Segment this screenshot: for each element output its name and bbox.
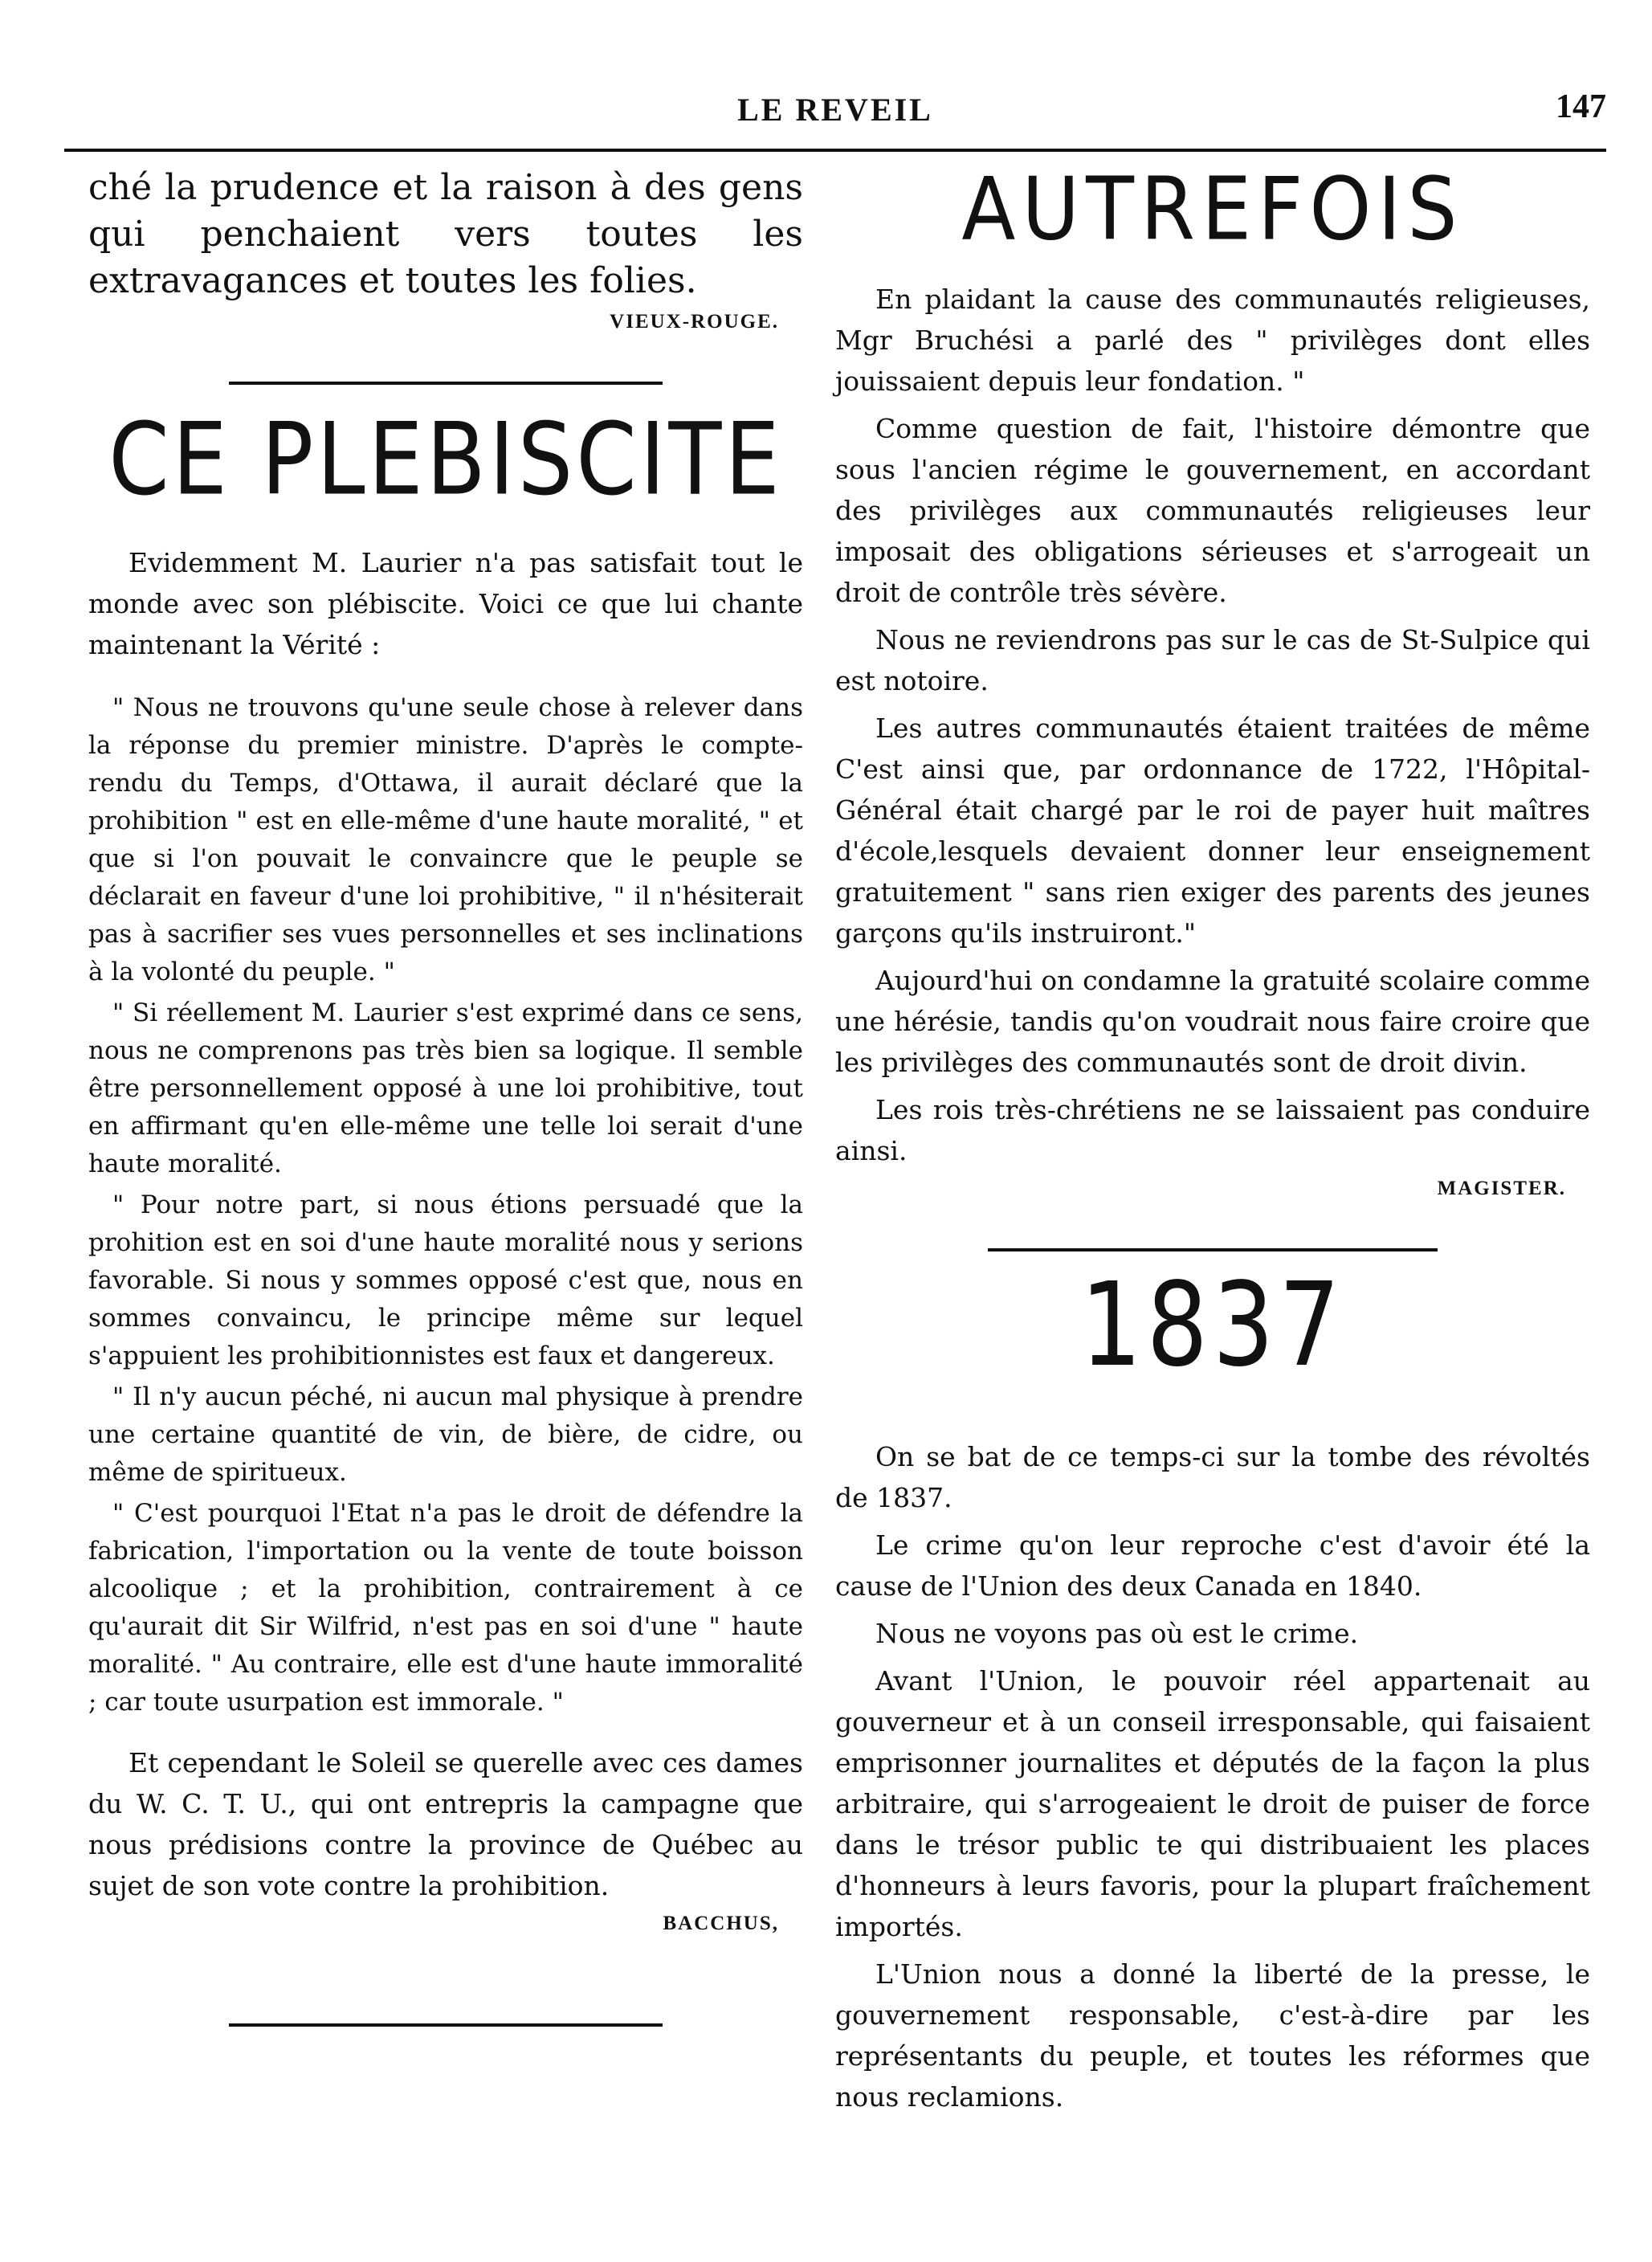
- article-heading-1837: 1837: [1080, 1259, 1345, 1393]
- quote-paragraph: " Nous ne trouvons qu'une seule chose à relever dans la réponse du premier ministre. D'après le compte-rendu du Temps, d'Ottawa, il aurait déclaré que la prohibition " est en elle-même d'une haute moralité, " et que si l'on pouvait le convaincre que le peuple se déclarait en faveur d'une loi prohibitive, " il n'hésiterait pas à sacrifier ses vues personnelles et ses inclinations à la volonté du peuple. ": [88, 693, 803, 986]
- article-intro: Evidemment M. Laurier n'a pas satisfait tout le monde avec son plébiscite. Voici ce que lui chante maintenant la Vérité :: [88, 547, 803, 660]
- continued-signature: VIEUX-ROUGE.: [610, 311, 779, 333]
- article-paragraph: Avant l'Union, le pouvoir réel appartenait au gouverneur et à un conseil irresponsable, qui faisaient emprisonner journalites et députés de la façon la plus arbitraire, qui s'arrogeaient le droit de puiser de force dans le trésor public te qui distribuaient les places d'honneurs à leurs favoris, pour la plupart fraîchement importés.: [835, 1665, 1590, 1942]
- section-divider: [229, 2023, 663, 2027]
- article-signature: BACCHUS,: [663, 1913, 779, 1934]
- newspaper-title: LE REVEIL: [737, 92, 933, 128]
- article-paragraph: Le crime qu'on leur reproche c'est d'avoir été la cause de l'Union des deux Canada en 1840.: [835, 1529, 1590, 1602]
- article-paragraph: En plaidant la cause des communautés religieuses, Mgr Bruchési a parlé des " privilèges dont elles jouissaient depuis leur fondation. ": [835, 284, 1590, 397]
- article-paragraph: Les autres communautés étaient traitées de même C'est ainsi que, par ordonnance de 1722, l'Hôpital-Général était chargé par le roi de payer huit maîtres d'école,lesquels devaient donner leur enseignement gratuitement " sans rien exiger des parents des jeunes garçons qu'ils instruiront.": [835, 712, 1590, 949]
- article-paragraph: Les rois très-chrétiens ne se laissaient pas conduire ainsi.: [835, 1094, 1590, 1166]
- article-paragraph: On se bat de ce temps-ci sur la tombe des révoltés de 1837.: [835, 1441, 1590, 1513]
- article-paragraph: Comme question de fait, l'histoire démontre que sous l'ancien régime le gouvernement, en accordant des privilèges aux communautés religieuses leur imposait des obligations sérieuses et s'arrogeait un droit de contrôle très sévère.: [835, 413, 1590, 608]
- left-column: [88, 165, 803, 2027]
- article-heading-autrefois: AUTREFOIS: [961, 159, 1464, 260]
- article-signature: MAGISTER.: [1437, 1178, 1566, 1199]
- quote-paragraph: " C'est pourquoi l'Etat n'a pas le droit de défendre la fabrication, l'importation ou la vente de toute boisson alcoolique ; et la prohibition, contrairement à ce qu'aurait dit Sir Wilfrid, n'est pas en soi d'une " haute moralité. " Au contraire, elle est d'une haute immoralité ; car toute usurpation est immorale. ": [88, 1499, 803, 1717]
- page-number: 147: [1556, 88, 1606, 125]
- article-paragraph: Nous ne reviendrons pas sur le cas de St-Sulpice qui est notoire.: [835, 624, 1590, 696]
- article-closing: Et cependant le Soleil se querelle avec ces dames du W. C. T. U., qui ont entrepris la campagne que nous prédisions contre la province de Québec au sujet de son vote contre la prohibition.: [88, 1747, 803, 1901]
- section-divider: [988, 1248, 1438, 1251]
- section-divider: [229, 382, 663, 385]
- page-header: [64, 76, 1606, 133]
- article-paragraph: Nous ne voyons pas où est le crime.: [875, 1618, 1359, 1649]
- quote-paragraph: " Pour notre part, si nous étions persuadé que la prohition est en soi d'une haute moralité nous y serions favorable. Si nous y sommes opposé c'est que, nous en sommes convaincu, le principe même sur lequel s'appuient les prohibitionnistes est faux et dangereux.: [88, 1190, 803, 1370]
- header-rule: [64, 149, 1606, 152]
- article-paragraph: Aujourd'hui on condamne la gratuité scolaire comme une hérésie, tandis qu'on voudrait nous faire croire que les privilèges des communautés sont de droit divin.: [835, 965, 1590, 1078]
- article-heading-plebiscite: CE PLEBISCITE: [108, 402, 783, 518]
- article-paragraph: L'Union nous a donné la liberté de la presse, le gouvernement responsable, c'est-à-dire par les représentants du peuple, et toutes les réformes que nous reclamions.: [835, 1958, 1590, 2113]
- quote-paragraph: " Il n'y aucun péché, ni aucun mal physique à prendre une certaine quantité de vin, de bière, de cidre, ou même de spiritueux.: [88, 1382, 803, 1487]
- continued-paragraph: ché la prudence et la raison à des gens qui penchaient vers toutes les extravagances et toutes les folies.: [88, 167, 803, 301]
- quote-paragraph: " Si réellement M. Laurier s'est exprimé dans ce sens, nous ne comprenons pas très bien sa logique. Il semble être personnellement opposé à une loi prohibitive, tout en affirmant qu'en elle-même une telle loi serait d'une haute moralité.: [88, 998, 803, 1178]
- right-column: [835, 159, 1590, 2124]
